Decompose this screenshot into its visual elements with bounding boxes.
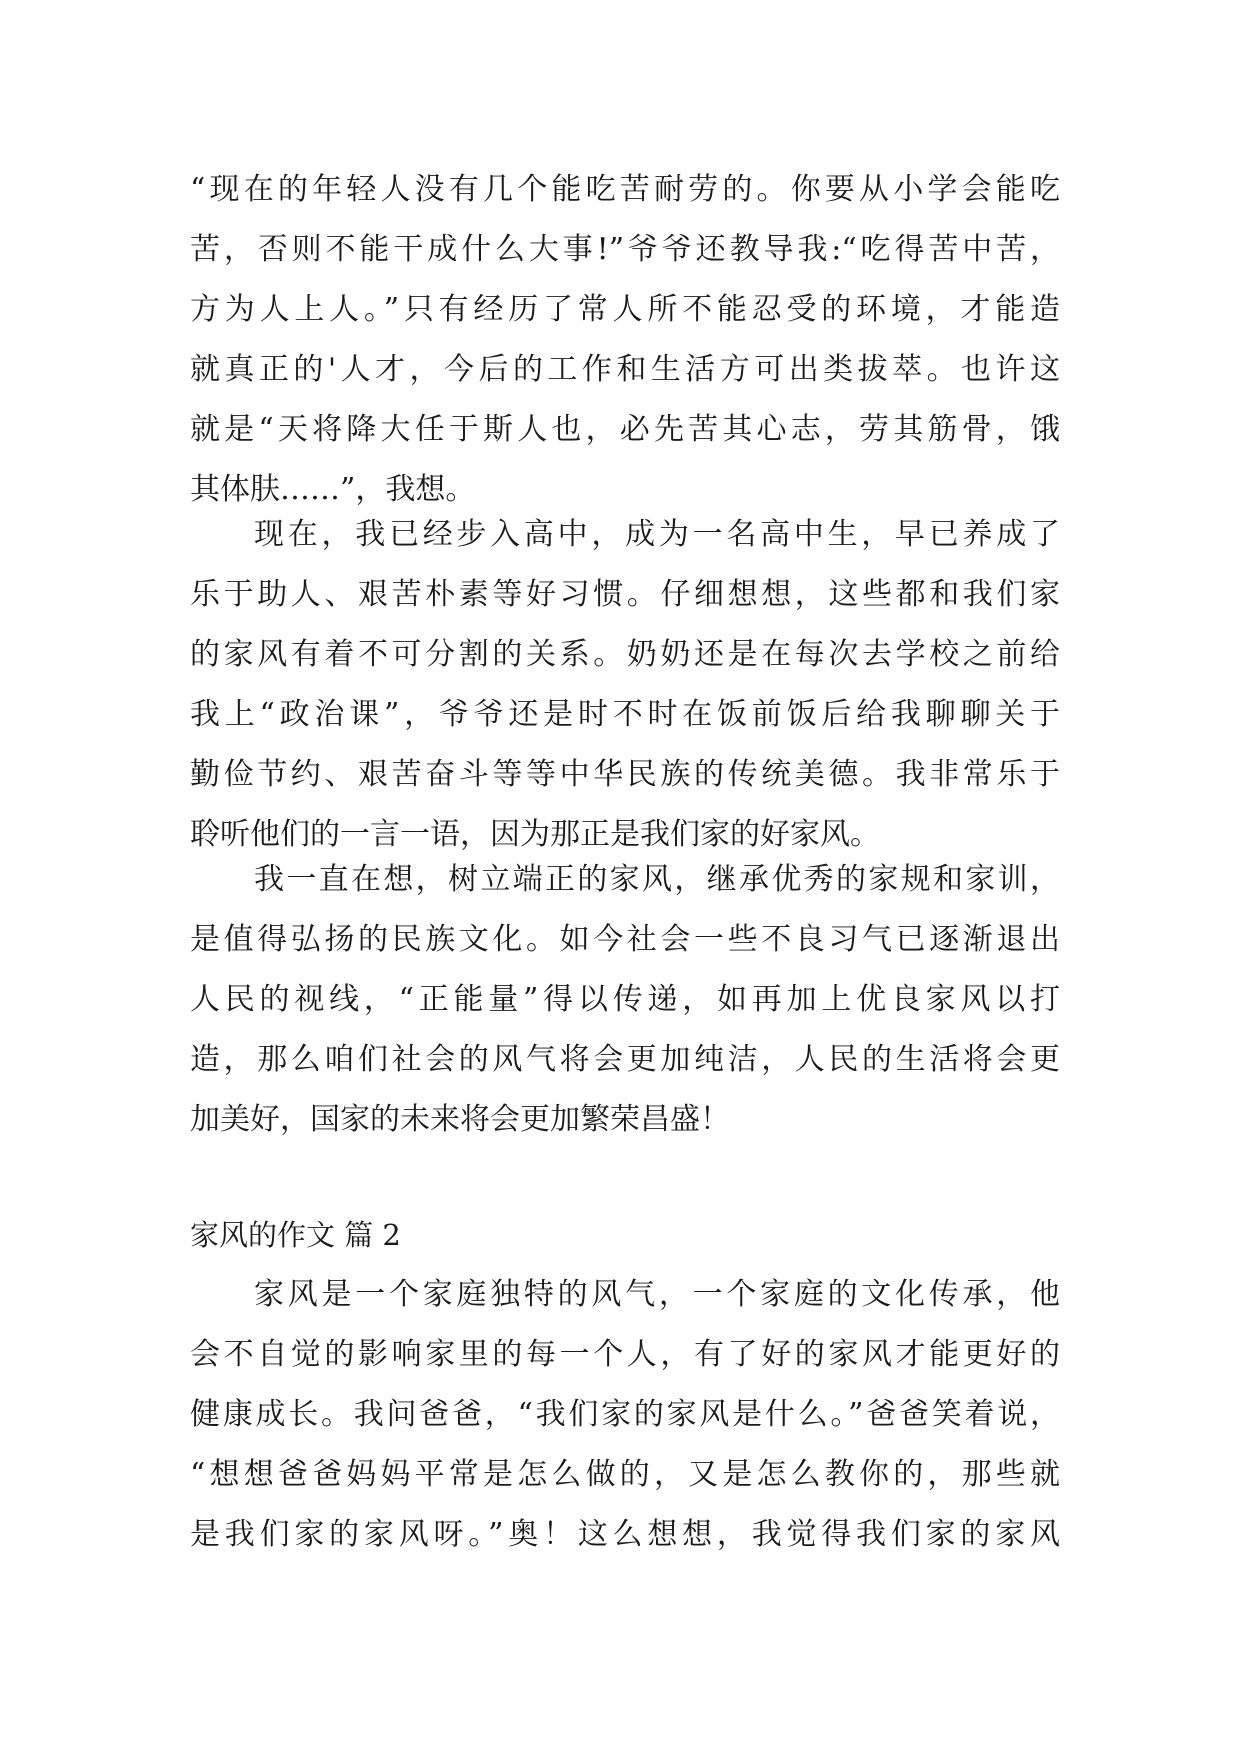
text-line: 乐于助人、艰苦朴素等好习惯。仔细想想，这些都和我们家 <box>190 577 1060 612</box>
text-line: 是值得弘扬的民族文化。如今社会一些不良习气已逐渐退出 <box>190 922 1060 957</box>
text-line: 方为人上人。”只有经历了常人所不能忍受的环境，才能造 <box>190 292 1060 327</box>
text-line: 勤俭节约、艰苦奋斗等等中华民族的传统美德。我非常乐于 <box>190 757 1060 792</box>
text-line: 就是“天将降大任于斯人也，必先苦其心志，劳其筋骨，饿 <box>190 412 1060 447</box>
text-line: 其体肤……”，我想。 <box>190 472 476 507</box>
text-line: “想想爸爸妈妈平常是怎么做的，又是怎么教你的，那些就 <box>190 1457 1060 1492</box>
text-line: 健康成长。我问爸爸，“我们家的家风是什么。”爸爸笑着说， <box>190 1397 1060 1432</box>
text-line: 造，那么咱们社会的风气将会更加纯洁，人民的生活将会更 <box>190 1042 1060 1077</box>
text-line: “现在的年轻人没有几个能吃苦耐劳的。你要从小学会能吃 <box>190 172 1060 207</box>
text-line: 家风是一个家庭独特的风气，一个家庭的文化传承，他 <box>254 1277 1060 1312</box>
paragraph-1 <box>190 160 1060 520</box>
text-line: 现在，我已经步入高中，成为一名高中生，早已养成了 <box>254 517 1060 552</box>
text-line: 是我们家的家风呀。”奥！这么想想，我觉得我们家的家风 <box>190 1517 1060 1552</box>
paragraph-3 <box>190 850 1060 1150</box>
paragraph-2 <box>190 505 1060 865</box>
text-line: 苦，否则不能干成什么大事!”爷爷还教导我:“吃得苦中苦， <box>190 232 1060 267</box>
section-heading: 家风的作文 篇 2 <box>190 1218 401 1252</box>
text-line: 我上“政治课”，爷爷还是时不时在饭前饭后给我聊聊关于 <box>190 697 1060 732</box>
text-line: 就真正的'人才，今后的工作和生活方可出类拔萃。也许这 <box>190 352 1060 387</box>
paragraph-4 <box>190 1265 1060 1565</box>
text-line: 我一直在想，树立端正的家风，继承优秀的家规和家训， <box>254 862 1060 897</box>
text-line: 会不自觉的影响家里的每一个人，有了好的家风才能更好的 <box>190 1337 1060 1372</box>
text-line: 聆听他们的一言一语，因为那正是我们家的好家风。 <box>190 817 880 852</box>
text-line: 加美好，国家的未来将会更加繁荣昌盛！ <box>190 1102 730 1137</box>
text-line: 人民的视线，“正能量”得以传递，如再加上优良家风以打 <box>190 982 1060 1017</box>
text-line: 的家风有着不可分割的关系。奶奶还是在每次去学校之前给 <box>190 637 1060 672</box>
